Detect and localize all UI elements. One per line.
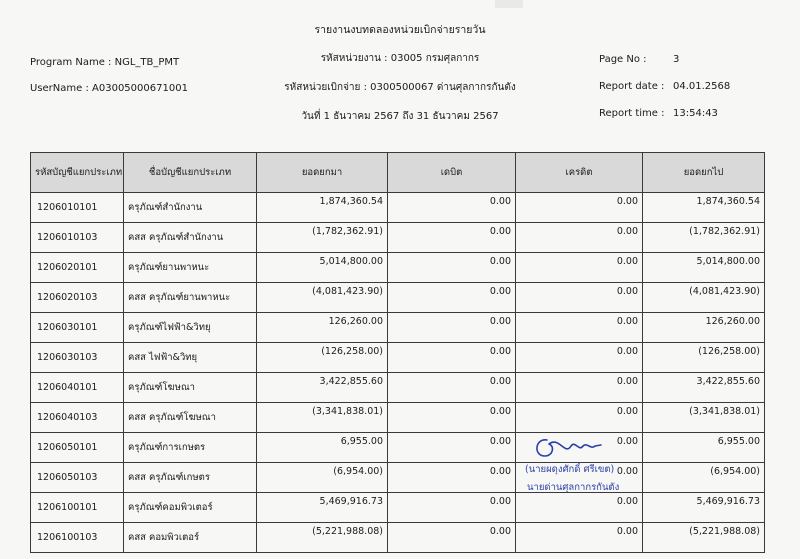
brought-forward: (5,221,988.08) xyxy=(257,523,388,553)
col-header-account-code: รหัสบัญชีแยกประเภท xyxy=(31,153,124,193)
account-code: 1206040103 xyxy=(31,403,124,433)
agency-code: รหัสหน่วยงาน : 03005 กรมศุลกากร xyxy=(320,53,480,64)
account-name: คสส ครุภัณฑ์โฆษณา xyxy=(124,403,257,433)
carried-forward: (5,221,988.08) xyxy=(643,523,765,553)
scan-artifact xyxy=(495,0,523,8)
report-title: รายงานงบทดลองหน่วยเบิกจ่ายรายวัน xyxy=(314,24,486,36)
debit: 0.00 xyxy=(388,523,516,553)
carried-forward: (6,954.00) xyxy=(643,463,765,493)
account-code: 1206050101 xyxy=(31,433,124,463)
debit: 0.00 xyxy=(388,193,516,223)
table-row xyxy=(31,433,765,463)
account-code: 1206030103 xyxy=(31,343,124,373)
program-name: Program Name : NGL_TB_PMT xyxy=(30,57,180,68)
report-date: 04.01.2568 xyxy=(673,81,731,92)
brought-forward: 5,014,800.00 xyxy=(257,253,388,283)
credit: 0.00 xyxy=(516,463,643,493)
account-name: คสส ครุภัณฑ์ยานพาหนะ xyxy=(124,283,257,313)
credit: 0.00 xyxy=(516,313,643,343)
user-name: UserName : A03005000671001 xyxy=(30,83,188,94)
account-name: ครุภัณฑ์ยานพาหนะ xyxy=(124,253,257,283)
account-name: คสส ครุภัณฑ์สำนักงาน xyxy=(124,223,257,253)
debit: 0.00 xyxy=(388,373,516,403)
carried-forward: (1,782,362.91) xyxy=(643,223,765,253)
debit: 0.00 xyxy=(388,343,516,373)
account-name: ครุภัณฑ์คอมพิวเตอร์ xyxy=(124,493,257,523)
carried-forward: 1,874,360.54 xyxy=(643,193,765,223)
credit: 0.00 xyxy=(516,433,643,463)
credit: 0.00 xyxy=(516,283,643,313)
col-header-account-name: ชื่อบัญชีแยกประเภท xyxy=(124,153,257,193)
account-code: 1206100101 xyxy=(31,493,124,523)
col-header-credit: เครดิต xyxy=(516,153,643,193)
debit: 0.00 xyxy=(388,313,516,343)
col-header-carried-forward: ยอดยกไป xyxy=(643,153,765,193)
col-header-debit: เดบิต xyxy=(388,153,516,193)
account-code: 1206020101 xyxy=(31,253,124,283)
debit: 0.00 xyxy=(388,253,516,283)
carried-forward: 5,014,800.00 xyxy=(643,253,765,283)
account-name: ครุภัณฑ์การเกษตร xyxy=(124,433,257,463)
table-row xyxy=(31,523,765,553)
brought-forward: 3,422,855.60 xyxy=(257,373,388,403)
table-row xyxy=(31,313,765,343)
brought-forward: (126,258.00) xyxy=(257,343,388,373)
report-period: วันที่ 1 ธันวาคม 2567 ถึง 31 ธันวาคม 2567 xyxy=(301,111,499,122)
account-code: 1206100103 xyxy=(31,523,124,553)
table-row xyxy=(31,343,765,373)
carried-forward: (126,258.00) xyxy=(643,343,765,373)
account-name: ครุภัณฑ์สำนักงาน xyxy=(124,193,257,223)
brought-forward: 5,469,916.73 xyxy=(257,493,388,523)
brought-forward: (6,954.00) xyxy=(257,463,388,493)
table-row xyxy=(31,493,765,523)
debit: 0.00 xyxy=(388,493,516,523)
page-no-label: Page No : xyxy=(599,54,647,65)
carried-forward: (3,341,838.01) xyxy=(643,403,765,433)
page-no: 3 xyxy=(673,54,680,65)
credit: 0.00 xyxy=(516,403,643,433)
account-name: คสส ไฟฟ้า&วิทยุ xyxy=(124,343,257,373)
account-code: 1206040101 xyxy=(31,373,124,403)
brought-forward: 126,260.00 xyxy=(257,313,388,343)
account-code: 1206010101 xyxy=(31,193,124,223)
debit: 0.00 xyxy=(388,433,516,463)
signatory-title: นายด่านศุลกากรกันตัง xyxy=(527,482,620,493)
table-row xyxy=(31,373,765,403)
brought-forward: 6,955.00 xyxy=(257,433,388,463)
debit: 0.00 xyxy=(388,463,516,493)
carried-forward: (4,081,423.90) xyxy=(643,283,765,313)
brought-forward: (1,782,362.91) xyxy=(257,223,388,253)
carried-forward: 3,422,855.60 xyxy=(643,373,765,403)
col-header-brought-forward: ยอดยกมา xyxy=(257,153,388,193)
brought-forward: (3,341,838.01) xyxy=(257,403,388,433)
table-row xyxy=(31,223,765,253)
carried-forward: 5,469,916.73 xyxy=(643,493,765,523)
debit: 0.00 xyxy=(388,283,516,313)
brought-forward: 1,874,360.54 xyxy=(257,193,388,223)
signatory-name: (นายผดุงศักดิ์ ศรีเขต) xyxy=(525,464,615,475)
account-name: ครุภัณฑ์โฆษณา xyxy=(124,373,257,403)
table-row xyxy=(31,403,765,433)
table-row xyxy=(31,463,765,493)
account-code: 1206030101 xyxy=(31,313,124,343)
credit: 0.00 xyxy=(516,253,643,283)
account-code: 1206020103 xyxy=(31,283,124,313)
credit: 0.00 xyxy=(516,523,643,553)
carried-forward: 126,260.00 xyxy=(643,313,765,343)
brought-forward: (4,081,423.90) xyxy=(257,283,388,313)
credit: 0.00 xyxy=(516,373,643,403)
table-row xyxy=(31,283,765,313)
account-name: ครุภัณฑ์ไฟฟ้า&วิทยุ xyxy=(124,313,257,343)
disbursement-unit: รหัสหน่วยเบิกจ่าย : 0300500067 ด่านศุลกากรกันตัง xyxy=(284,82,516,93)
table-row xyxy=(31,253,765,283)
credit: 0.00 xyxy=(516,193,643,223)
account-code: 1206010103 xyxy=(31,223,124,253)
report-time-label: Report time : xyxy=(599,108,665,119)
account-code: 1206050103 xyxy=(31,463,124,493)
report-time: 13:54:43 xyxy=(673,108,718,119)
credit: 0.00 xyxy=(516,493,643,523)
credit: 0.00 xyxy=(516,343,643,373)
account-name: คสส คอมพิวเตอร์ xyxy=(124,523,257,553)
debit: 0.00 xyxy=(388,403,516,433)
table-header-row xyxy=(31,153,765,193)
carried-forward: 6,955.00 xyxy=(643,433,765,463)
table-row xyxy=(31,193,765,223)
report-date-label: Report date : xyxy=(599,81,665,92)
credit: 0.00 xyxy=(516,223,643,253)
account-name: คสส ครุภัณฑ์เกษตร xyxy=(124,463,257,493)
trial-balance-table xyxy=(30,152,765,553)
debit: 0.00 xyxy=(388,223,516,253)
